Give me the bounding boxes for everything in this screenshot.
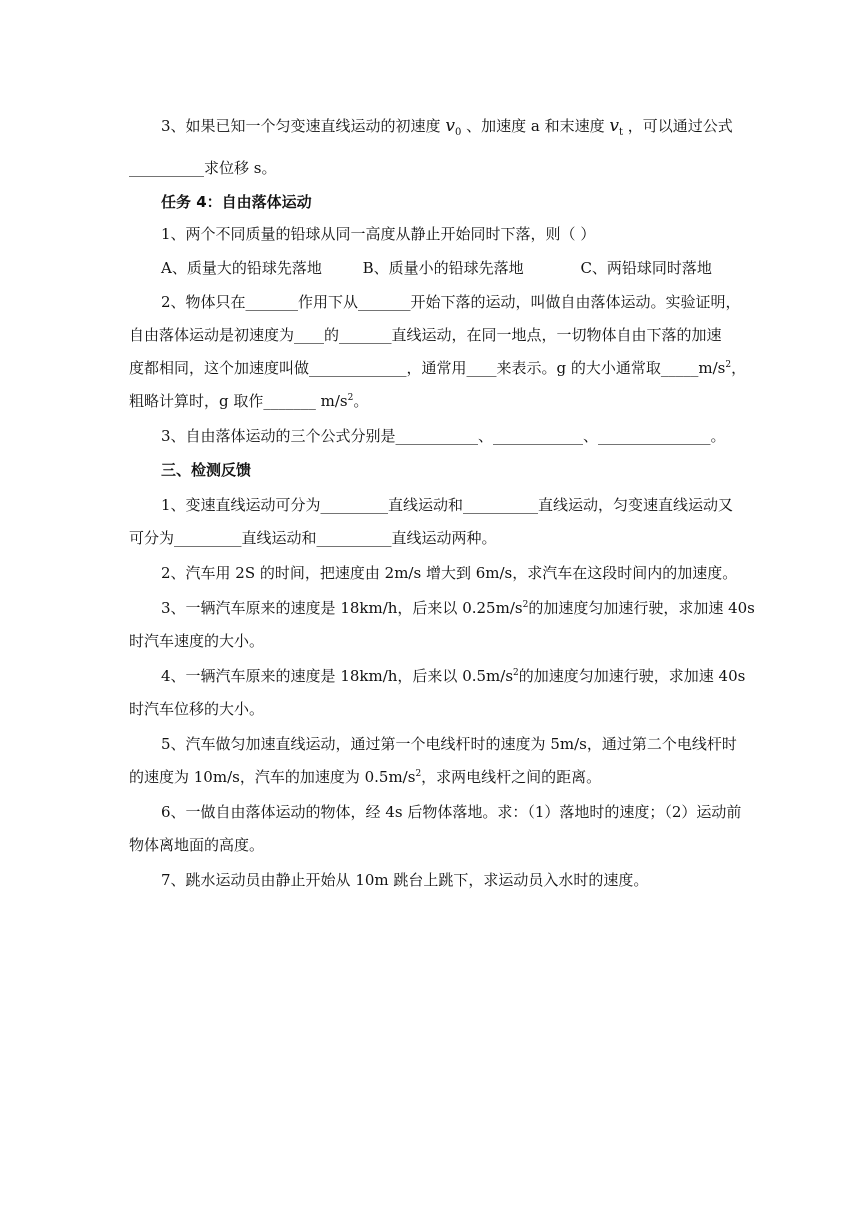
task4-question-2-line-1: 2、物体只在_______作用下从_______开始下落的运动，叫做自由落体运动。实验证明， bbox=[161, 293, 741, 311]
section3-question-4-line-2: 时汽车位移的大小。 bbox=[129, 700, 265, 718]
task4-options bbox=[161, 258, 712, 278]
section3-question-3-line-1: 3、一辆汽车原来的速度是 18km/h，后来以 $0.25m/s^2$的加速度匀加速行驶，求加速 40s bbox=[161, 599, 755, 617]
option-c: C、两铅球同时落地 bbox=[580, 259, 712, 277]
section3-question-2: 2、汽车用 2S 的时间，把速度由 2m/s 增大到 6m/s，求汽车在这段时间内的加速度。 bbox=[161, 564, 738, 582]
task4-question-2-line-3: 度都相同，这个加速度叫做_____________，通常用____来表示。g 的大小通常取$\_\_\_\_\_m/s^2$， bbox=[129, 359, 747, 377]
task4-question-1: 1、两个不同质量的铅球从同一高度从静止开始同时下落，则（ ） bbox=[161, 225, 596, 243]
option-a: A、质量大的铅球先落地 bbox=[161, 259, 322, 277]
section3-question-6-line-2: 物体离地面的高度。 bbox=[129, 836, 265, 854]
section3-question-1-line-2: 可分为_________直线运动和__________直线运动两种。 bbox=[129, 529, 497, 547]
section3-question-5-line-1: 5、汽车做匀加速直线运动，通过第一个电线杆时的速度为 5m/s，通过第二个电线杆时 bbox=[161, 735, 737, 753]
section3-question-4-line-1: 4、一辆汽车原来的速度是 18km/h，后来以 $0.5m/s^2$的加速度匀加速行驶，求加速 40s bbox=[161, 667, 746, 685]
task3-question-3-line-2: __________求位移 s。 bbox=[129, 159, 277, 177]
section3-heading: 三、检测反馈 bbox=[161, 461, 252, 479]
section3-question-6-line-1: 6、一做自由落体运动的物体，经 4s 后物体落地。求：（1）落地时的速度；（2）运动前 bbox=[161, 803, 742, 821]
task4-heading: 任务 4：自由落体运动 bbox=[161, 193, 312, 211]
question-text: 3、如果已知一个匀变速直线运动的初速度 bbox=[161, 117, 441, 135]
option-b: B、质量小的铅球先落地 bbox=[362, 259, 524, 277]
question-text: 、加速度 a 和末速度 bbox=[466, 117, 605, 135]
vt-symbol: $v_t$ bbox=[609, 116, 623, 138]
section3-question-7: 7、跳水运动员由静止开始从 10m 跳台上跳下，求运动员入水时的速度。 bbox=[161, 871, 649, 889]
task4-question-2-line-2: 自由落体运动是初速度为____的_______直线运动，在同一地点，一切物体自由下落的加速 bbox=[129, 326, 722, 344]
v0-symbol: $v_0$ bbox=[445, 116, 462, 138]
section3-question-5-line-2: 的速度为 10m/s，汽车的加速度为 $0.5m/s^2$，求两电线杆之间的距离。 bbox=[129, 768, 602, 786]
task4-question-2-line-4: 粗略计算时，g 取作_______ $m/s^2$。 bbox=[129, 392, 369, 410]
section3-question-1-line-1: 1、变速直线运动可分为_________直线运动和__________直线运动，匀变速直线运动又 bbox=[161, 496, 734, 514]
task4-question-3: 3、自由落体运动的三个公式分别是___________、____________、_______________。 bbox=[161, 427, 726, 445]
section3-question-3-line-2: 时汽车速度的大小。 bbox=[129, 632, 265, 650]
task3-question-3-line-1 bbox=[161, 116, 733, 143]
question-text: ，可以通过公式 bbox=[627, 117, 733, 135]
